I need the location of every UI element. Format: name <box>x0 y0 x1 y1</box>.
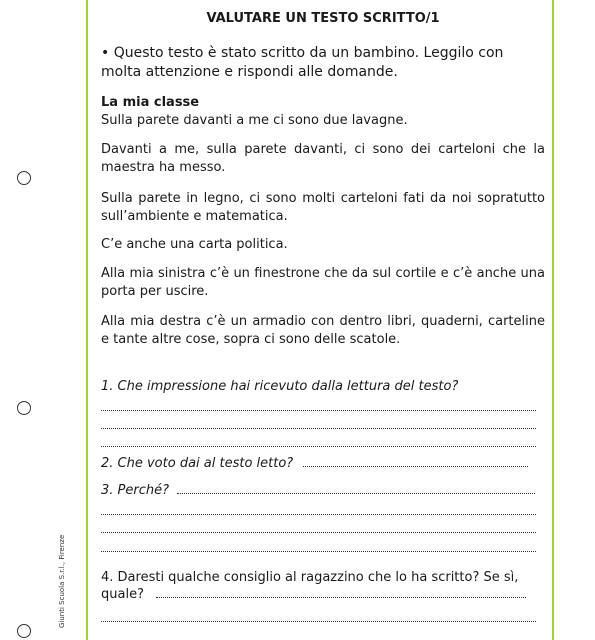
question-text: quale? <box>101 587 144 602</box>
answer-line[interactable] <box>101 445 536 447</box>
answer-line[interactable] <box>101 513 536 515</box>
question-text: 4. Daresti qualche consiglio al ragazzino che lo ha scritto? Se sì, <box>101 570 519 585</box>
binder-hole-icon <box>17 624 31 638</box>
story-paragraph: C’e anche una carta politica. <box>101 237 288 252</box>
question-text: 2. Che voto dai al testo letto? <box>101 456 294 471</box>
page-title: VALUTARE UN TESTO SCRITTO/1 <box>206 11 440 26</box>
story-paragraph: Sulla parete davanti a me ci sono due lavagne. <box>101 113 408 128</box>
question-1 <box>101 378 536 395</box>
answer-line[interactable] <box>101 620 536 622</box>
answer-line[interactable] <box>177 493 535 494</box>
story-title: La mia classe <box>101 95 200 110</box>
question-3 <box>101 482 536 499</box>
question-4-continued <box>101 586 536 603</box>
story-paragraph: Alla mia sinistra c’è un finestrone che da sul cortile e c’è anche una porta per uscire. <box>101 266 545 299</box>
publisher-credit: Giunti Scuola S.r.l., Firenze <box>58 534 66 628</box>
question-text: 1. Che impressione hai ricevuto dalla lettura del testo? <box>101 379 459 394</box>
binder-hole-icon <box>17 401 31 415</box>
answer-line[interactable] <box>101 531 536 533</box>
instructions: • Questo testo è stato scritto da un bambino. Leggilo con molta attenzione e rispondi alle domande. <box>101 45 504 80</box>
question-text: 3. Perché? <box>101 483 170 498</box>
answer-line[interactable] <box>101 409 536 411</box>
story-paragraph: Davanti a me, sulla parete davanti, ci sono dei carteloni che la maestra ha messo. <box>101 142 545 175</box>
answer-line[interactable] <box>101 550 536 552</box>
story-title-block <box>101 94 545 130</box>
answer-line[interactable] <box>303 466 528 467</box>
question-2 <box>101 455 536 472</box>
question-4 <box>101 569 545 586</box>
story-paragraph: Sulla parete in legno, ci sono molti carteloni fati da noi sopratutto sull’ambiente e matematica. <box>101 191 545 224</box>
story-paragraph: Alla mia destra c’è un armadio con dentro libri, quaderni, carteline e tante altre cose, sopra ci sono delle scatole. <box>101 314 545 347</box>
answer-line[interactable] <box>101 427 536 429</box>
answer-line[interactable] <box>156 597 526 598</box>
binder-hole-icon <box>17 171 31 185</box>
